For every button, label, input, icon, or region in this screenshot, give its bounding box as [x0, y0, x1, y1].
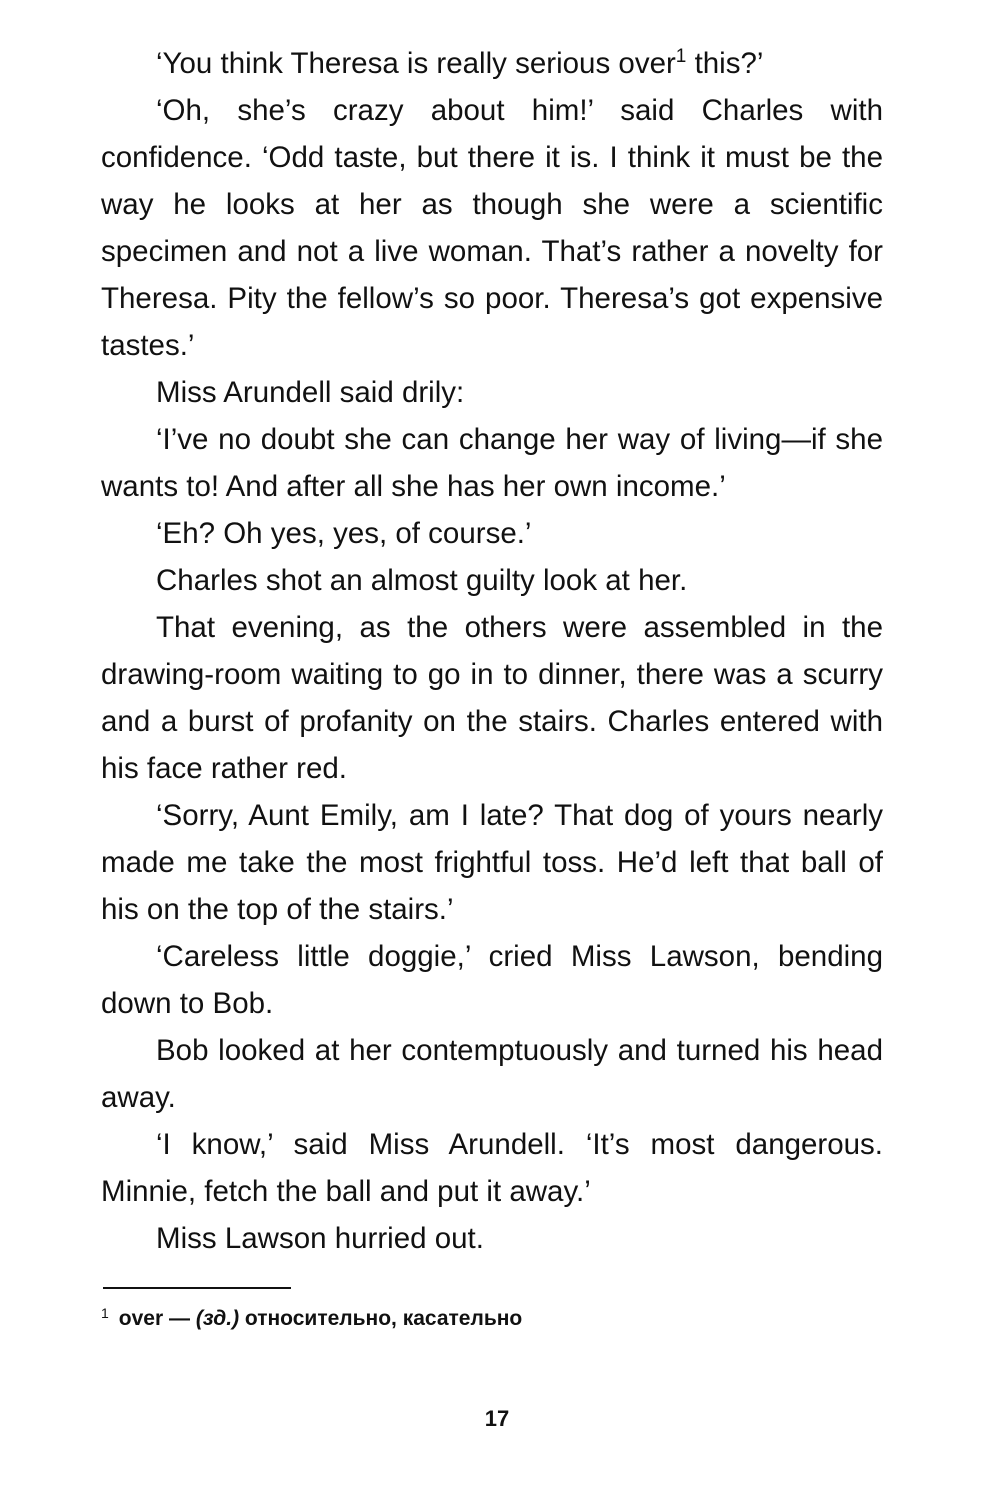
footnote-dash: — [163, 1307, 196, 1330]
footnote-term: over [118, 1307, 164, 1330]
footnote-definition: относительно, касательно [239, 1307, 523, 1330]
footnote-reference: 1 [675, 46, 687, 67]
paragraph: ‘Eh? Oh yes, yes, of course.’ [156, 517, 532, 550]
paragraph: ‘Sorry, Aunt Emily, am I late? That dog of yours nearly made me take the most frightful toss. He’d left that ball of his on the top of the stairs.’ [101, 799, 883, 926]
paragraph: Charles shot an almost guilty look at her. [156, 564, 688, 597]
paragraph-text: this?’ [686, 47, 764, 80]
footnote-mark: 1 [101, 1305, 109, 1321]
body-text [101, 40, 883, 1262]
footnote-divider [103, 1287, 291, 1289]
paragraph: ‘I know,’ said Miss Arundell. ‘It’s most dangerous. Minnie, fetch the ball and put it away.’ [101, 1128, 883, 1208]
paragraph: ‘Careless little doggie,’ cried Miss Lawson, bending down to Bob. [101, 940, 883, 1020]
paragraph: Bob looked at her contemptuously and turned his head away. [101, 1034, 883, 1114]
paragraph: Miss Lawson hurried out. [156, 1222, 484, 1255]
paragraph [101, 40, 883, 87]
paragraph-text: ‘You think Theresa is really serious over [156, 47, 676, 80]
paragraph: ‘Oh, she’s crazy about him!’ said Charles with confidence. ‘Odd taste, but there it is. I think it must be the way he looks at her as though she were a scientific specimen and not a live woman. That’s rather a novelty for Theresa. Pity the fellow’s so poor. Theresa’s got expensive tastes.’ [101, 94, 883, 362]
paragraph: That evening, as the others were assembled in the drawing-room waiting to go in to dinner, there was a scurry and a burst of profanity on the stairs. Charles entered with his face rather red. [101, 611, 883, 785]
footnote [101, 1305, 883, 1333]
paragraph: Miss Arundell said drily: [156, 376, 465, 409]
paragraph: ‘I’ve no doubt she can change her way of living—if she wants to! And after all she has her own income.’ [101, 423, 883, 503]
footnote-abbreviation: (зд.) [195, 1307, 240, 1330]
page-number: 17 [484, 1406, 510, 1431]
